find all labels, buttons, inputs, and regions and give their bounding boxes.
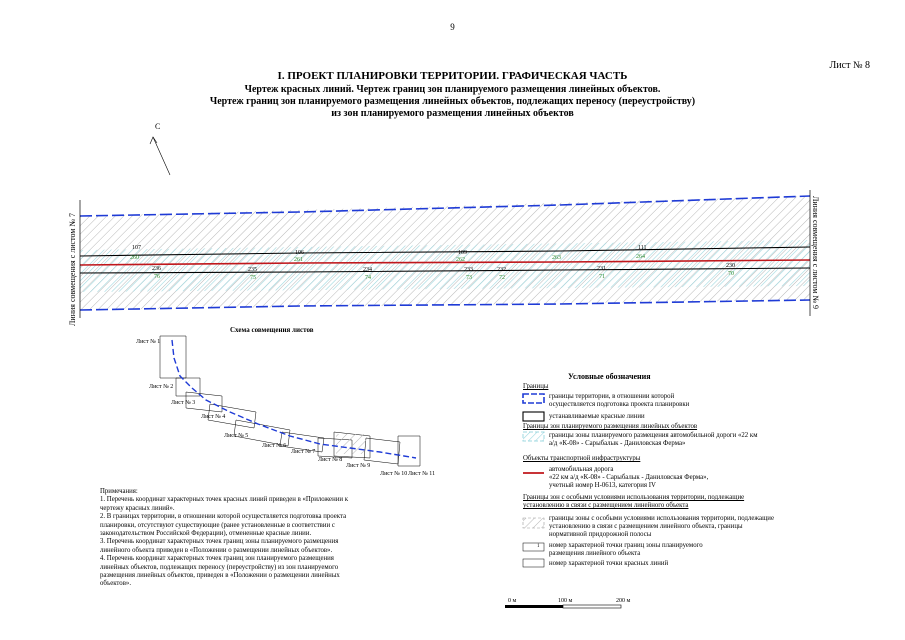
point-label: 232 — [497, 267, 506, 273]
note-1: 1. Перечень координат характерных точек красных линий приведен в «Приложении к чертежу красных линий». — [100, 496, 348, 512]
sheet-label: Лист № 8 — [829, 60, 870, 71]
legend-heading: Границы зон с особыми условиями использования территории, подлежащие установлению в связи с размещением линейного объекта — [523, 494, 745, 509]
scheme-sheet-label: Лист № 6 — [262, 443, 287, 449]
scheme-sheet-label: Лист № 5 — [224, 433, 249, 439]
note-2: 2. В границах территории, в отношении которой осуществляется подготовка проекта планировки, отсутствуют существующие (ранее установленные в соответствии с законодательством Российской Федерации), отмененные красные линии. — [100, 513, 347, 538]
legend-item-territory: границы территории, в отношении которой осуществляется подготовка проекта планировки — [549, 393, 690, 408]
point-label-green: 70 — [728, 271, 734, 277]
subtitle-3: из зон планируемого размещения линейных объектов — [331, 108, 574, 119]
legend-heading: Границы — [523, 383, 549, 390]
north-arrow — [150, 137, 170, 175]
main-plan — [80, 190, 810, 318]
point-label-green: 76 — [154, 274, 160, 280]
scheme-sheet-label: Лист № 8 — [318, 457, 343, 463]
subtitle-2: Чертеж границ зон планируемого размещения линейных объектов, подлежащих переносу (переустройству) — [209, 96, 696, 107]
legend-item-road-3: учетный номер Н-0613, категория IV — [549, 482, 656, 489]
north-label: С — [155, 122, 161, 131]
scheme-sheet-label: Лист № 3 — [171, 400, 196, 406]
scheme-sheet-label: Лист № 7 — [291, 449, 316, 455]
notes-title: Примечания: — [100, 488, 138, 495]
legend-sample-number: 1 — [537, 544, 540, 549]
scheme-sheet-label: Лист № 9 — [346, 463, 371, 469]
legend-symbols — [523, 394, 544, 567]
point-label-green: 74 — [365, 275, 371, 281]
point-label-green: 264 — [636, 254, 645, 260]
point-label: 231 — [597, 266, 606, 272]
sheet-scheme — [160, 336, 420, 466]
scheme-sheet-label: Лист № 10 — [380, 471, 408, 477]
point-label-green: 71 — [599, 274, 605, 280]
note-3: 3. Перечень координат характерных точек границ зоны планируемого размещения линейного объекта приведен в «Положении о размещении линейных объектов». — [100, 538, 339, 554]
point-label: 109 — [458, 250, 467, 256]
point-label: 230 — [726, 263, 735, 269]
scale-bar — [505, 605, 621, 608]
scale-label-100: 100 м — [558, 598, 573, 604]
point-label: 235 — [248, 267, 257, 273]
main-title: I. ПРОЕКТ ПЛАНИРОВКИ ТЕРРИТОРИИ. ГРАФИЧЕСКАЯ ЧАСТЬ — [277, 70, 628, 82]
legend-item-road-1: автомобильная дорога — [549, 466, 614, 473]
point-label-green: 75 — [250, 275, 256, 281]
notes-block — [100, 488, 360, 589]
legend-title: Условные обозначения — [568, 372, 651, 381]
scheme-sheet-label: Лист № 11 — [408, 471, 436, 477]
match-line-right: Линия совмещения с листом № 9 — [811, 196, 820, 310]
point-label: 106 — [295, 250, 304, 256]
legend-item-point-zone: номер характерной точки границ зоны планируемого размещения линейного объекта — [549, 542, 703, 557]
point-label: 234 — [363, 267, 372, 273]
legend-item-zone-road: границы зоны планируемого размещения автомобильной дороги «22 км а/д «К-08» - Сарыбалык - Даниловская Ферма» — [549, 432, 758, 447]
legend-item-point-red: номер характерной точки красных линий — [549, 560, 669, 567]
point-label-green: 262 — [456, 257, 465, 263]
subtitle-1: Чертеж красных линий. Чертеж границ зон планируемого размещения линейных объектов. — [244, 84, 661, 95]
point-label-green: 263 — [552, 255, 561, 261]
legend-heading: Границы зон планируемого размещения линейных объектов — [523, 423, 698, 430]
point-label: 111 — [638, 245, 647, 251]
scheme-sheet-label: Лист № 4 — [201, 414, 226, 420]
match-line-left: Линия совмещения с листом № 7 — [68, 212, 77, 326]
legend-item-red-lines: устанавливаемые красные линии — [549, 413, 645, 420]
point-label-green: 73 — [466, 275, 472, 281]
point-label: 236 — [152, 266, 161, 272]
scheme-sheet-label: Лист № 1 — [136, 339, 161, 345]
legend-item-road-2: «22 км а/д «К-08» - Сарыбалык - Даниловская Ферма», — [549, 474, 709, 481]
scale-label-0: 0 м — [508, 598, 517, 604]
legend-item-special: границы зоны с особыми условиями использования территории, подлежащие установлению в связи с размещением линейного объекта, границы нормативной придорожной полосы — [549, 515, 774, 538]
point-label: 107 — [132, 245, 141, 251]
point-label-green: 260 — [130, 255, 139, 261]
point-label-green: 261 — [294, 257, 303, 263]
scheme-title: Схема совмещения листов — [230, 326, 314, 334]
page-number: 9 — [450, 22, 455, 32]
legend-heading: Объекты транспортной инфраструктуры — [523, 455, 641, 462]
point-label-green: 72 — [499, 275, 505, 281]
scale-label-200: 200 м — [616, 598, 631, 604]
note-4: 4. Перечень координат характерных точек границ зон планируемого размещения линейных объектов, подлежащих переносу (переустройству) из зон планируемого размещения линейных объектов, приведен в «Положении о размещении линейных объектов». — [100, 555, 340, 588]
point-label: 233 — [464, 267, 473, 273]
scheme-sheet-label: Лист № 2 — [149, 384, 174, 390]
